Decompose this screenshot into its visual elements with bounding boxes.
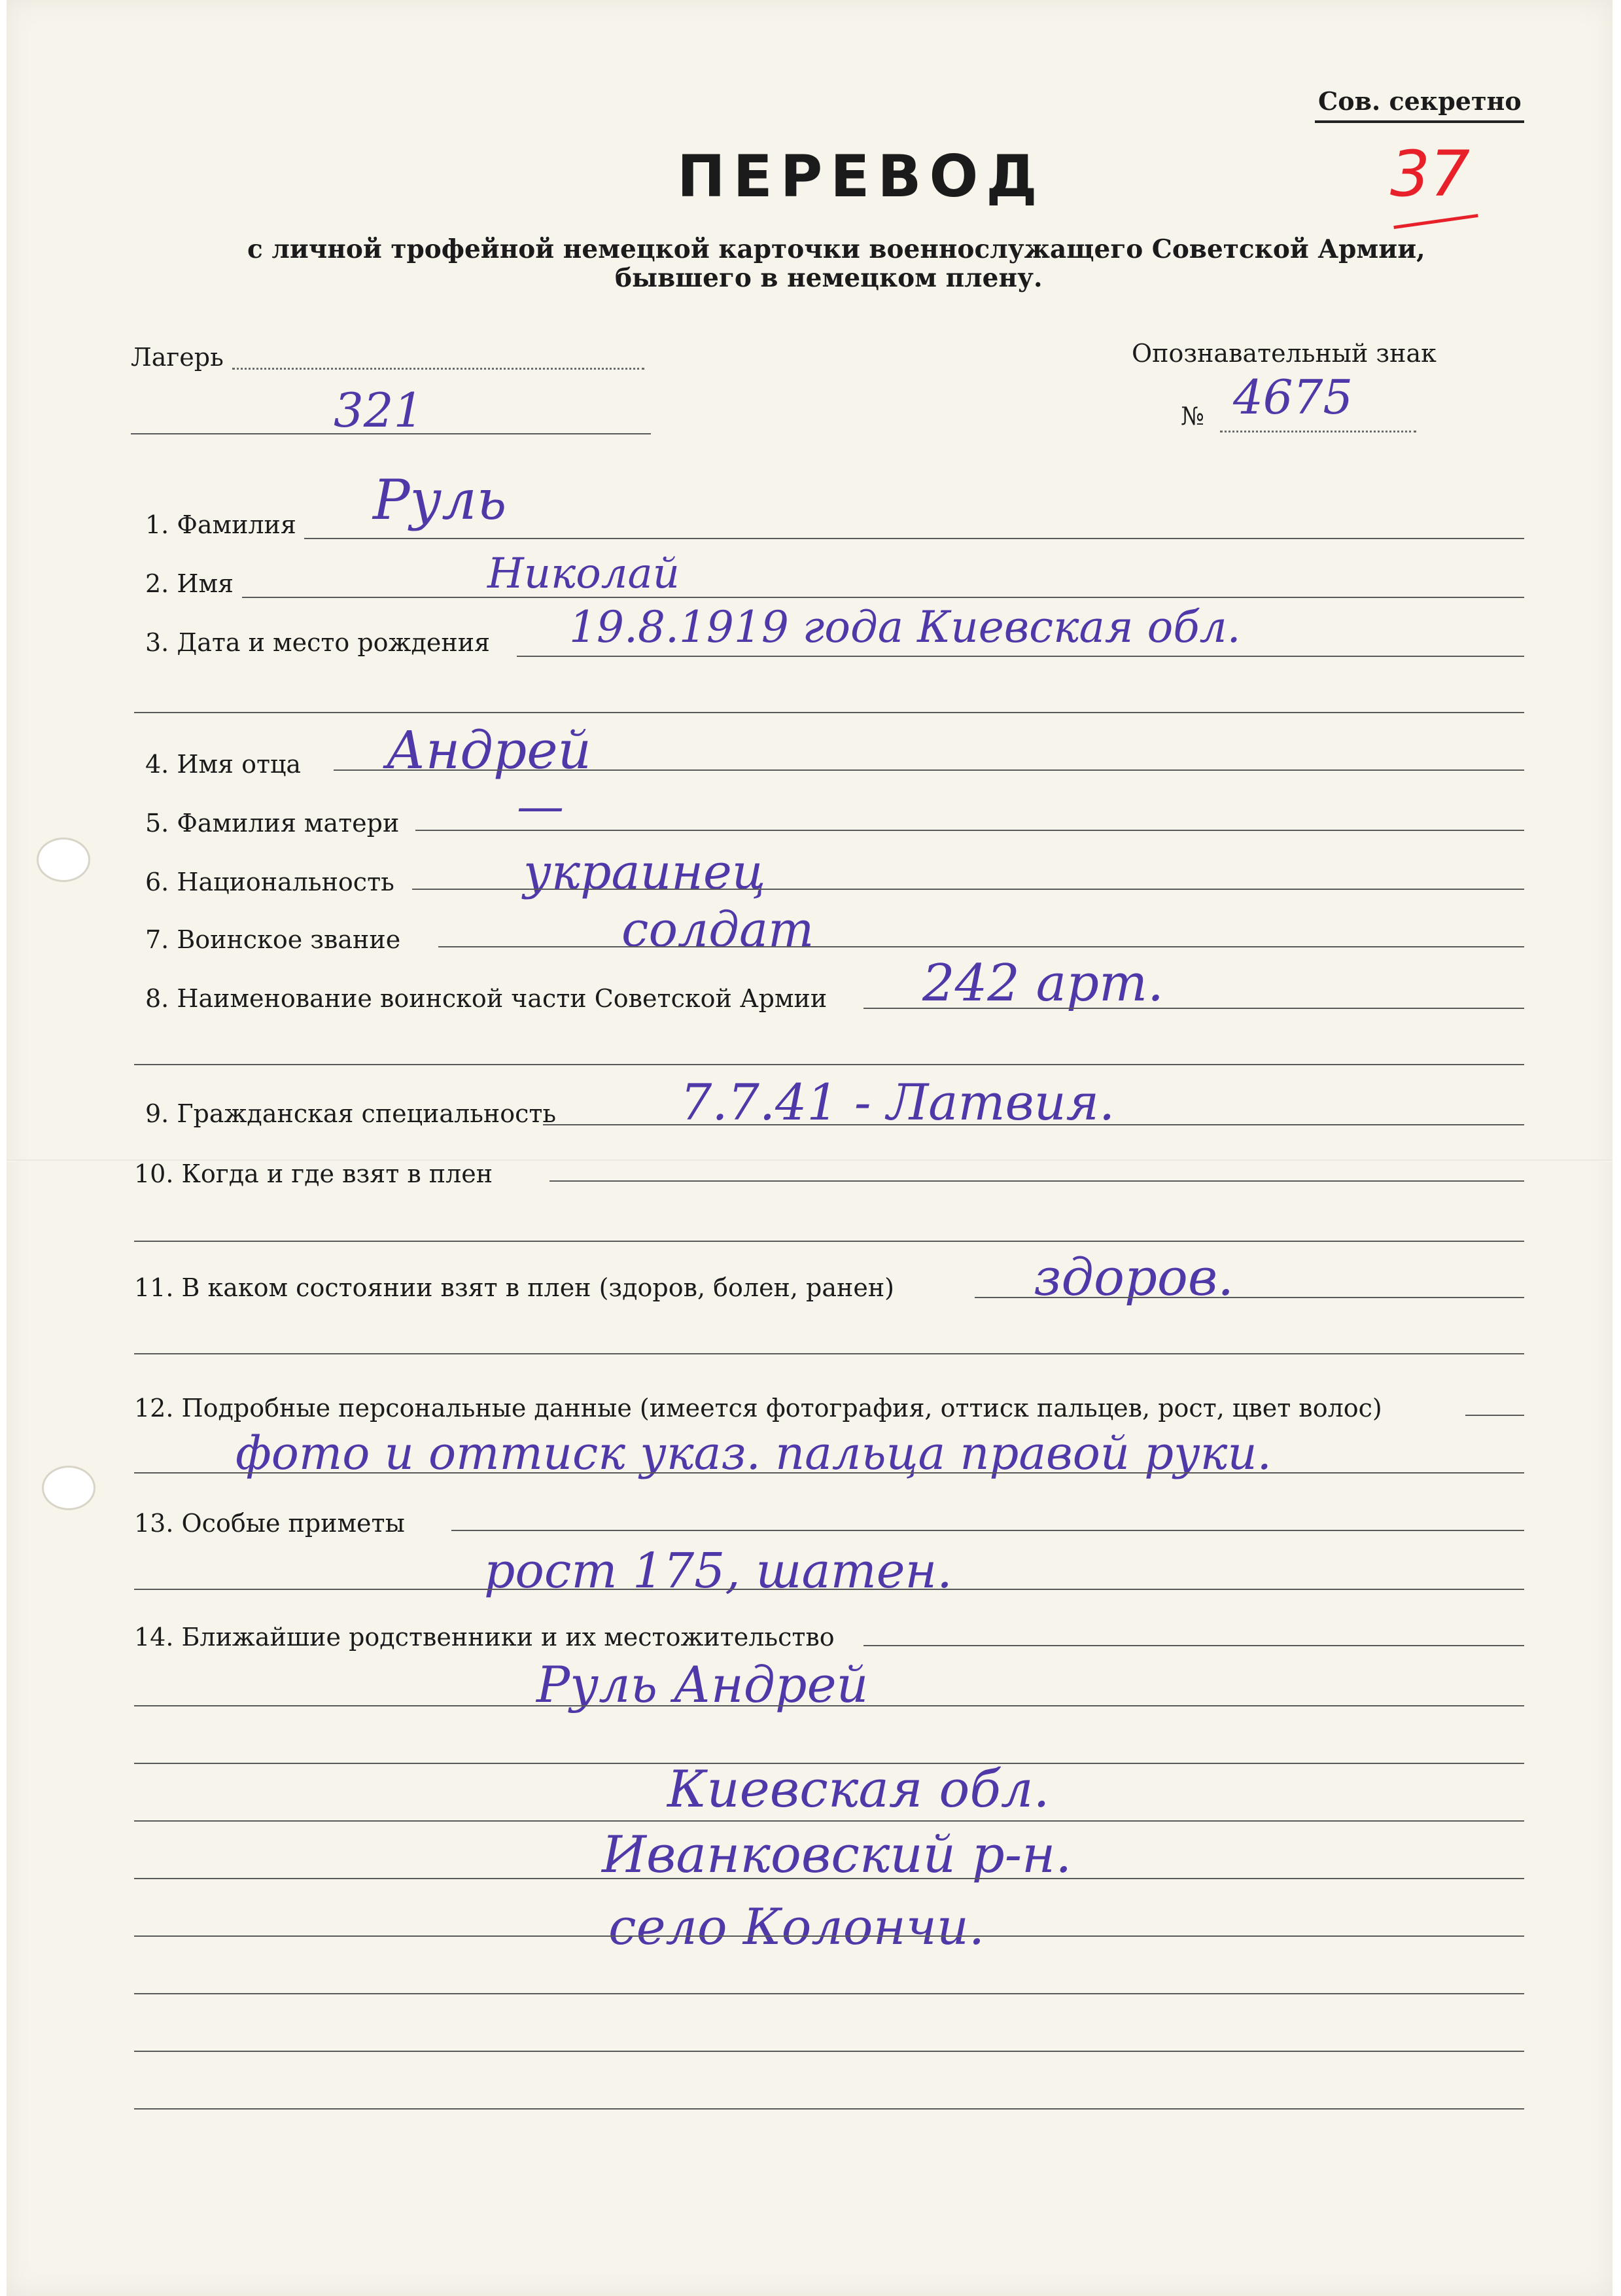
field-4-label: 4. Имя отца — [145, 750, 302, 779]
field-11-line-2 — [134, 1353, 1524, 1354]
field-9-line — [543, 1124, 1524, 1125]
field-10-label: 10. Когда и где взят в плен — [134, 1159, 493, 1188]
id-tag-number-label: № — [1181, 402, 1204, 431]
punch-hole-bottom — [42, 1466, 96, 1510]
field-14-line-8 — [134, 2051, 1524, 2052]
field-8-line-2 — [134, 1064, 1524, 1065]
field-3-line — [517, 656, 1524, 657]
field-9-label: 9. Гражданская специальность — [145, 1099, 557, 1128]
field-13-line — [451, 1530, 1524, 1531]
field-8-line — [863, 1008, 1524, 1009]
id-tag-value: 4675 — [1233, 370, 1353, 425]
field-12-line — [1465, 1415, 1524, 1416]
field-11-value: здоров. — [1034, 1248, 1234, 1307]
camp-line — [131, 433, 651, 434]
field-4-value: Андрей — [386, 720, 592, 781]
field-14-value-4: село Колончи. — [608, 1898, 985, 1956]
field-13-line-2 — [134, 1589, 1524, 1590]
field-9-value: 7.7.41 - Латвия. — [680, 1073, 1115, 1131]
field-6-label: 6. Национальность — [145, 868, 394, 896]
field-5-label: 5. Фамилия матери — [145, 809, 400, 838]
field-3-label: 3. Дата и место рождения — [145, 628, 491, 657]
field-14-line-6 — [134, 1935, 1524, 1937]
field-8-label: 8. Наименование воинской части Советской Армии — [145, 984, 828, 1013]
id-tag-label: Опознавательный знак — [1132, 339, 1437, 368]
field-14-line — [863, 1645, 1524, 1646]
field-6-value: украинец — [523, 844, 766, 900]
field-14-value-3: Иванковский р-н. — [602, 1826, 1072, 1884]
field-14-line-2 — [134, 1705, 1524, 1706]
punch-hole-top — [37, 838, 90, 882]
field-8-value: 242 арт. — [922, 954, 1164, 1013]
field-14-label: 14. Ближайшие родственники и их местожительство — [134, 1623, 835, 1651]
field-1-label: 1. Фамилия — [145, 510, 296, 539]
field-2-line — [242, 597, 1524, 598]
field-4-line — [334, 769, 1524, 771]
field-3-line-2 — [134, 712, 1524, 713]
field-2-label: 2. Имя — [145, 569, 234, 598]
field-14-line-5 — [134, 1878, 1524, 1879]
field-7-value: солдат — [621, 902, 814, 958]
document-title: ПЕРЕВОД — [677, 143, 1045, 210]
field-14-line-9 — [134, 2108, 1524, 2110]
subtitle-line2: бывшего в немецком плену. — [615, 263, 1043, 293]
field-14-line-7 — [134, 1993, 1524, 1994]
field-1-value: Руль — [373, 468, 507, 532]
field-10-line-2 — [134, 1241, 1524, 1242]
field-12-line-2 — [134, 1472, 1524, 1474]
field-5-line — [415, 830, 1524, 831]
field-7-label: 7. Воинское звание — [145, 925, 401, 954]
field-6-line — [412, 889, 1524, 890]
secrecy-underline — [1315, 120, 1524, 123]
field-13-value: рост 175, шатен. — [484, 1543, 952, 1599]
field-5-value: — — [517, 779, 564, 834]
subtitle-line1: с личной трофейной немецкой карточки военнослужащего Советской Армии, — [247, 234, 1425, 264]
field-10-line — [549, 1180, 1524, 1182]
id-tag-dotted-line — [1220, 431, 1416, 433]
field-2-value: Николай — [487, 550, 680, 598]
field-13-label: 13. Особые приметы — [134, 1509, 405, 1538]
field-14-value-2: Киевская обл. — [667, 1760, 1050, 1819]
field-7-line — [438, 946, 1524, 947]
secrecy-stamp: Сов. секретно — [1318, 86, 1522, 116]
field-11-line — [975, 1297, 1524, 1298]
field-1-line — [304, 538, 1524, 539]
camp-dotted-line — [232, 368, 644, 370]
field-3-value: 19.8.1919 года Киевская обл. — [569, 602, 1241, 652]
archive-number: 37 — [1390, 137, 1471, 211]
camp-value: 321 — [334, 383, 424, 438]
field-14-line-4 — [134, 1820, 1524, 1822]
field-14-value-1: Руль Андрей — [536, 1655, 869, 1714]
field-11-label: 11. В каком состоянии взят в плен (здоров, болен, ранен) — [134, 1273, 894, 1302]
field-12-value: фото и оттиск указ. пальца правой руки. — [235, 1426, 1272, 1480]
field-12-label: 12. Подробные персональные данные (имеется фотография, оттиск пальцев, рост, цвет волос) — [134, 1394, 1382, 1422]
camp-label: Лагерь — [131, 343, 224, 372]
